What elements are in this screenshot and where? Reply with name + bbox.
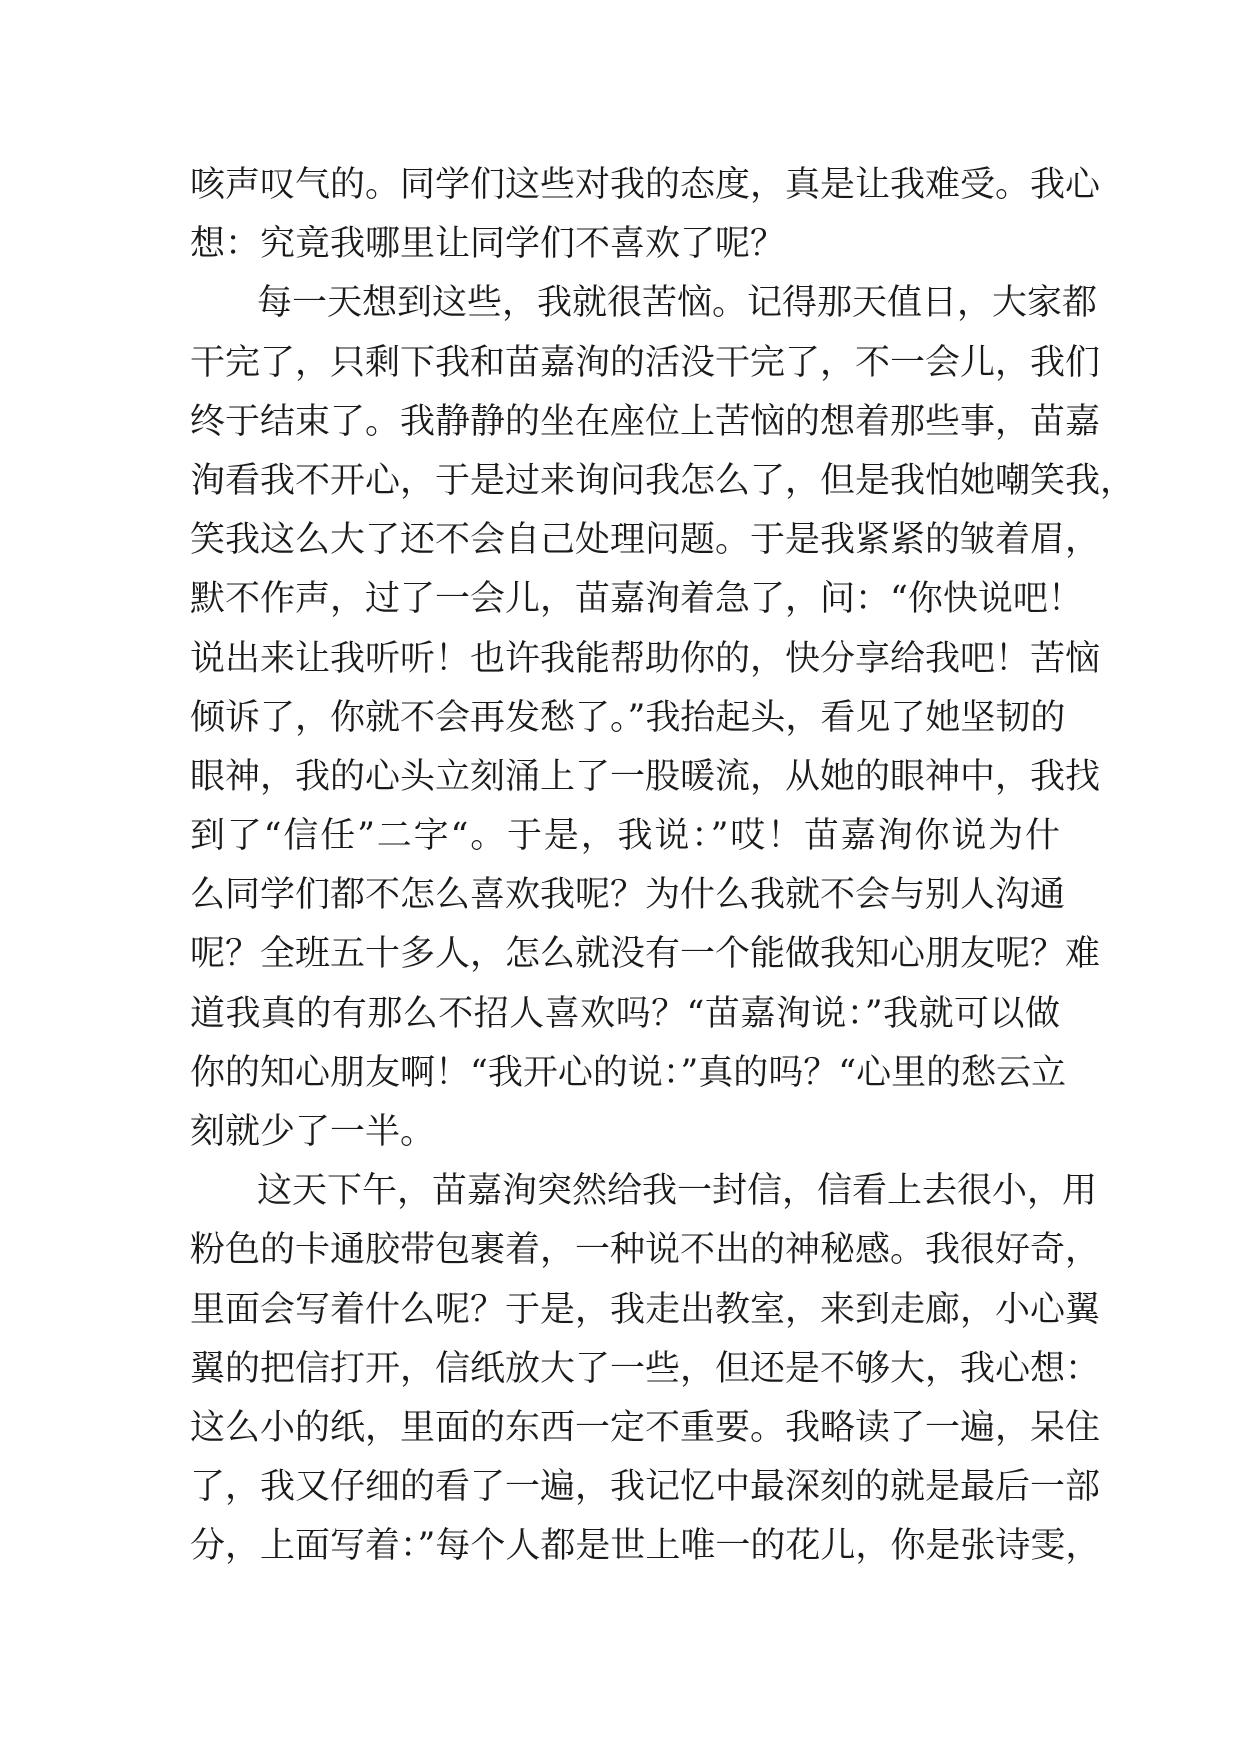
paragraph-first-line: 这天下午，苗嘉洵突然给我一封信，信看上去很小，用	[257, 1171, 1098, 1212]
text-line: 翼的把信打开，信纸放大了一些，但还是不够大，我心想：	[190, 1348, 1101, 1389]
text-line: 默不作声，过了一会儿，苗嘉洵着急了，问：“你快说吧！	[190, 579, 1083, 620]
document-body-text	[190, 156, 1136, 1577]
text-line: 里面会写着什么呢？于是，我走出教室，来到走廊，小心翼	[190, 1289, 1101, 1330]
text-line: 到了“信任”二字“。于是，我说：”哎！苗嘉洵你说为什	[190, 816, 1060, 857]
text-line: 笑我这么大了还不会自己处理问题。于是我紧紧的皱着眉，	[190, 520, 1101, 561]
text-line: 想：究竟我哪里让同学们不喜欢了呢？	[190, 224, 786, 265]
text-line: 眼神，我的心头立刻涌上了一股暖流，从她的眼神中，我找	[190, 756, 1101, 797]
text-line: 这么小的纸，里面的东西一定不重要。我略读了一遍，呆住	[190, 1407, 1101, 1448]
text-line: 么同学们都不怎么喜欢我呢？为什么我就不会与别人沟通	[190, 875, 1066, 916]
paragraph-first-line: 每一天想到这些，我就很苦恼。记得那天值日，大家都	[257, 283, 1098, 324]
text-line: 你的知心朋友啊！“我开心的说：”真的吗？“心里的愁云立	[190, 1052, 1067, 1093]
text-line: 终于结束了。我静静的坐在座位上苦恼的想着那些事，苗嘉	[190, 401, 1101, 442]
text-line: 了，我又仔细的看了一遍，我记忆中最深刻的就是最后一部	[190, 1467, 1101, 1508]
text-line: 干完了，只剩下我和苗嘉洵的活没干完了，不一会儿，我们	[190, 342, 1101, 383]
text-line: 刻就少了一半。	[190, 1112, 436, 1152]
text-line: 洵看我不开心，于是过来询问我怎么了，但是我怕她嘲笑我，	[190, 460, 1136, 501]
text-line: 分，上面写着：”每个人都是世上唯一的花儿，你是张诗雯，	[190, 1526, 1101, 1567]
text-line: 说出来让我听听！也许我能帮助你的，快分享给我吧！苦恼	[190, 638, 1101, 679]
text-line: 粉色的卡通胶带包裹着，一种说不出的神秘感。我很好奇，	[190, 1230, 1101, 1271]
text-line: 呢？全班五十多人，怎么就没有一个能做我知心朋友呢？难	[190, 934, 1101, 975]
text-line: 咳声叹气的。同学们这些对我的态度，真是让我难受。我心	[190, 165, 1101, 205]
text-line: 道我真的有那么不招人喜欢吗？“苗嘉洵说：”我就可以做	[190, 993, 1060, 1034]
text-line: 倾诉了，你就不会再发愁了。”我抬起头，看见了她坚韧的	[190, 697, 1066, 738]
